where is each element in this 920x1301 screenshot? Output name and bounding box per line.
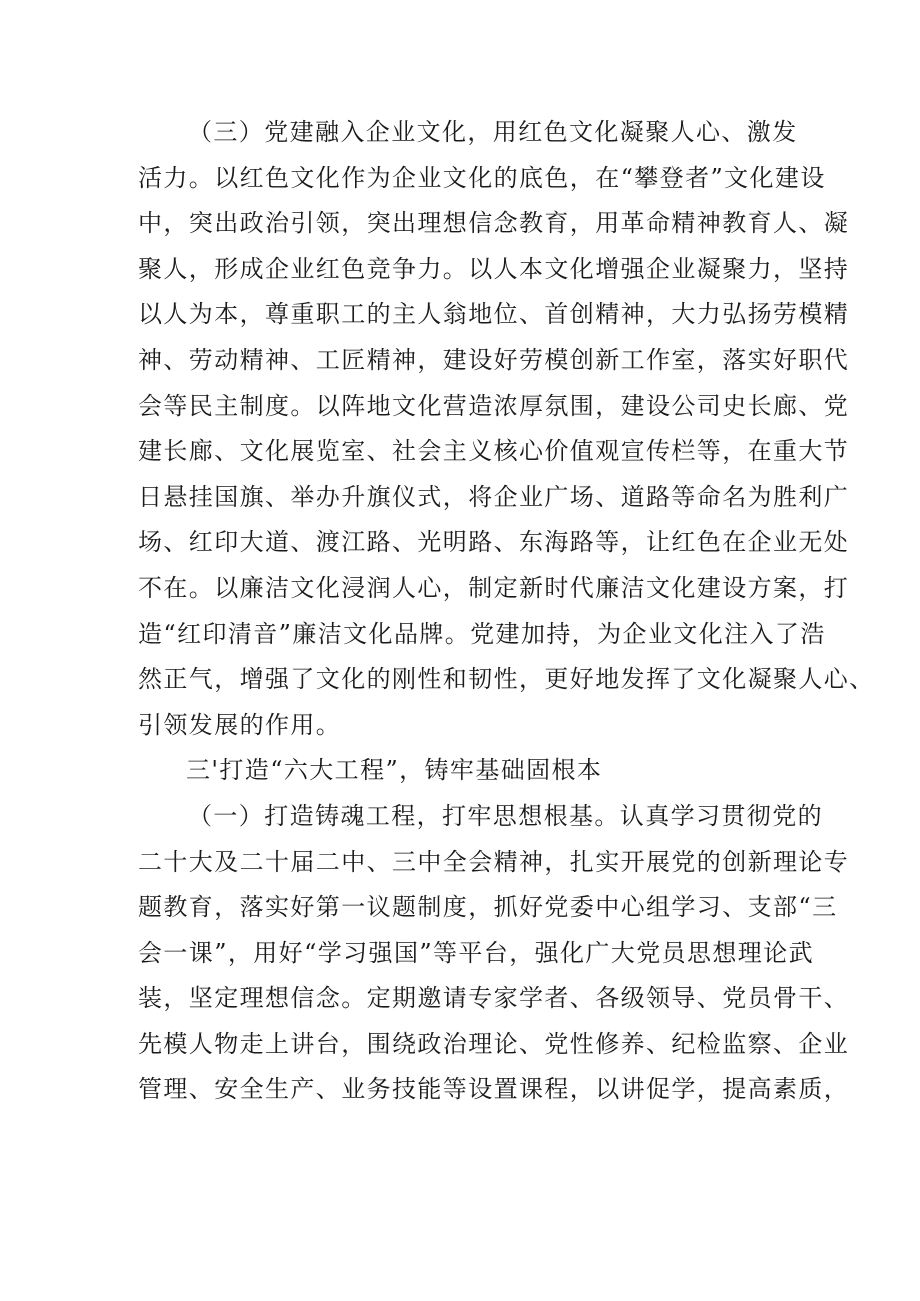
paragraph-3-line-7: 会等民主制度。以阵地文化营造浓厚氛围，建设公司史长廊、党	[138, 391, 850, 420]
document-body	[138, 110, 875, 1113]
paragraph-3-line-1: （三）党建融入企业文化，用红色文化凝聚人心、激发	[188, 118, 798, 146]
paragraph-1-line-4: 会一课”，用好“学习强国”等平台，强化广大党员思想理论武	[138, 938, 815, 967]
paragraph-1-line-6: 先模人物走上讲台，围绕政治理论、党性修养、纪检监察、企业	[138, 1029, 850, 1058]
paragraph-1-line-1: （一）打造铸魂工程，打牢思想根基。认真学习贯彻党的	[188, 801, 823, 830]
paragraph-3-line-6: 神、劳动精神、工匠精神，建设好劳模创新工作室，落实好职代	[138, 345, 850, 374]
section-heading: 三'打造“六大工程”，铸牢基础固根本	[186, 756, 603, 785]
paragraph-3-line-2: 活力。以红色文化作为企业文化的底色，在“攀登者”文化建设	[138, 163, 826, 192]
paragraph-3-line-9: 日悬挂国旗、举办升旗仪式，将企业广场、道路等命名为胜利广	[138, 482, 850, 511]
paragraph-3-line-14: 引领发展的作用。	[138, 710, 342, 739]
paragraph-3-line-8: 建长廊、文化展览室、社会主义核心价值观宣传栏等，在重大节	[138, 437, 850, 466]
paragraph-1-line-5: 装，坚定理想信念。定期邀请专家学者、各级领导、党员骨干、	[138, 984, 850, 1013]
paragraph-3-line-11: 不在。以廉洁文化浸润人心，制定新时代廉洁文化建设方案，打	[138, 573, 850, 602]
paragraph-3-line-5: 以人为本，尊重职工的主人翁地位、首创精神，大力弘扬劳模精	[138, 300, 850, 329]
paragraph-1-line-2: 二十大及二十届二中、三中全会精神，扎实开展党的创新理论专	[138, 847, 850, 876]
paragraph-3-line-3: 中，突出政治引领，突出理想信念教育，用革命精神教育人、凝	[138, 209, 850, 238]
paragraph-3-line-13: 然正气，增强了文化的刚性和韧性，更好地发挥了文化凝聚人心、	[138, 665, 875, 694]
paragraph-3-line-10: 场、红印大道、渡江路、光明路、东海路等，让红色在企业无处	[138, 528, 850, 557]
paragraph-3-line-12: 造“红印清音”廉洁文化品牌。党建加持，为企业文化注入了浩	[138, 619, 826, 648]
paragraph-1-line-3: 题教育，落实好第一议题制度，抓好党委中心组学习、支部“三	[138, 893, 838, 922]
paragraph-1-line-7: 管理、安全生产、业务技能等设置课程，以讲促学，提高素质，	[138, 1075, 850, 1104]
paragraph-3-line-4: 聚人，形成企业红色竞争力。以人本文化增强企业凝聚力，坚持	[138, 254, 850, 283]
